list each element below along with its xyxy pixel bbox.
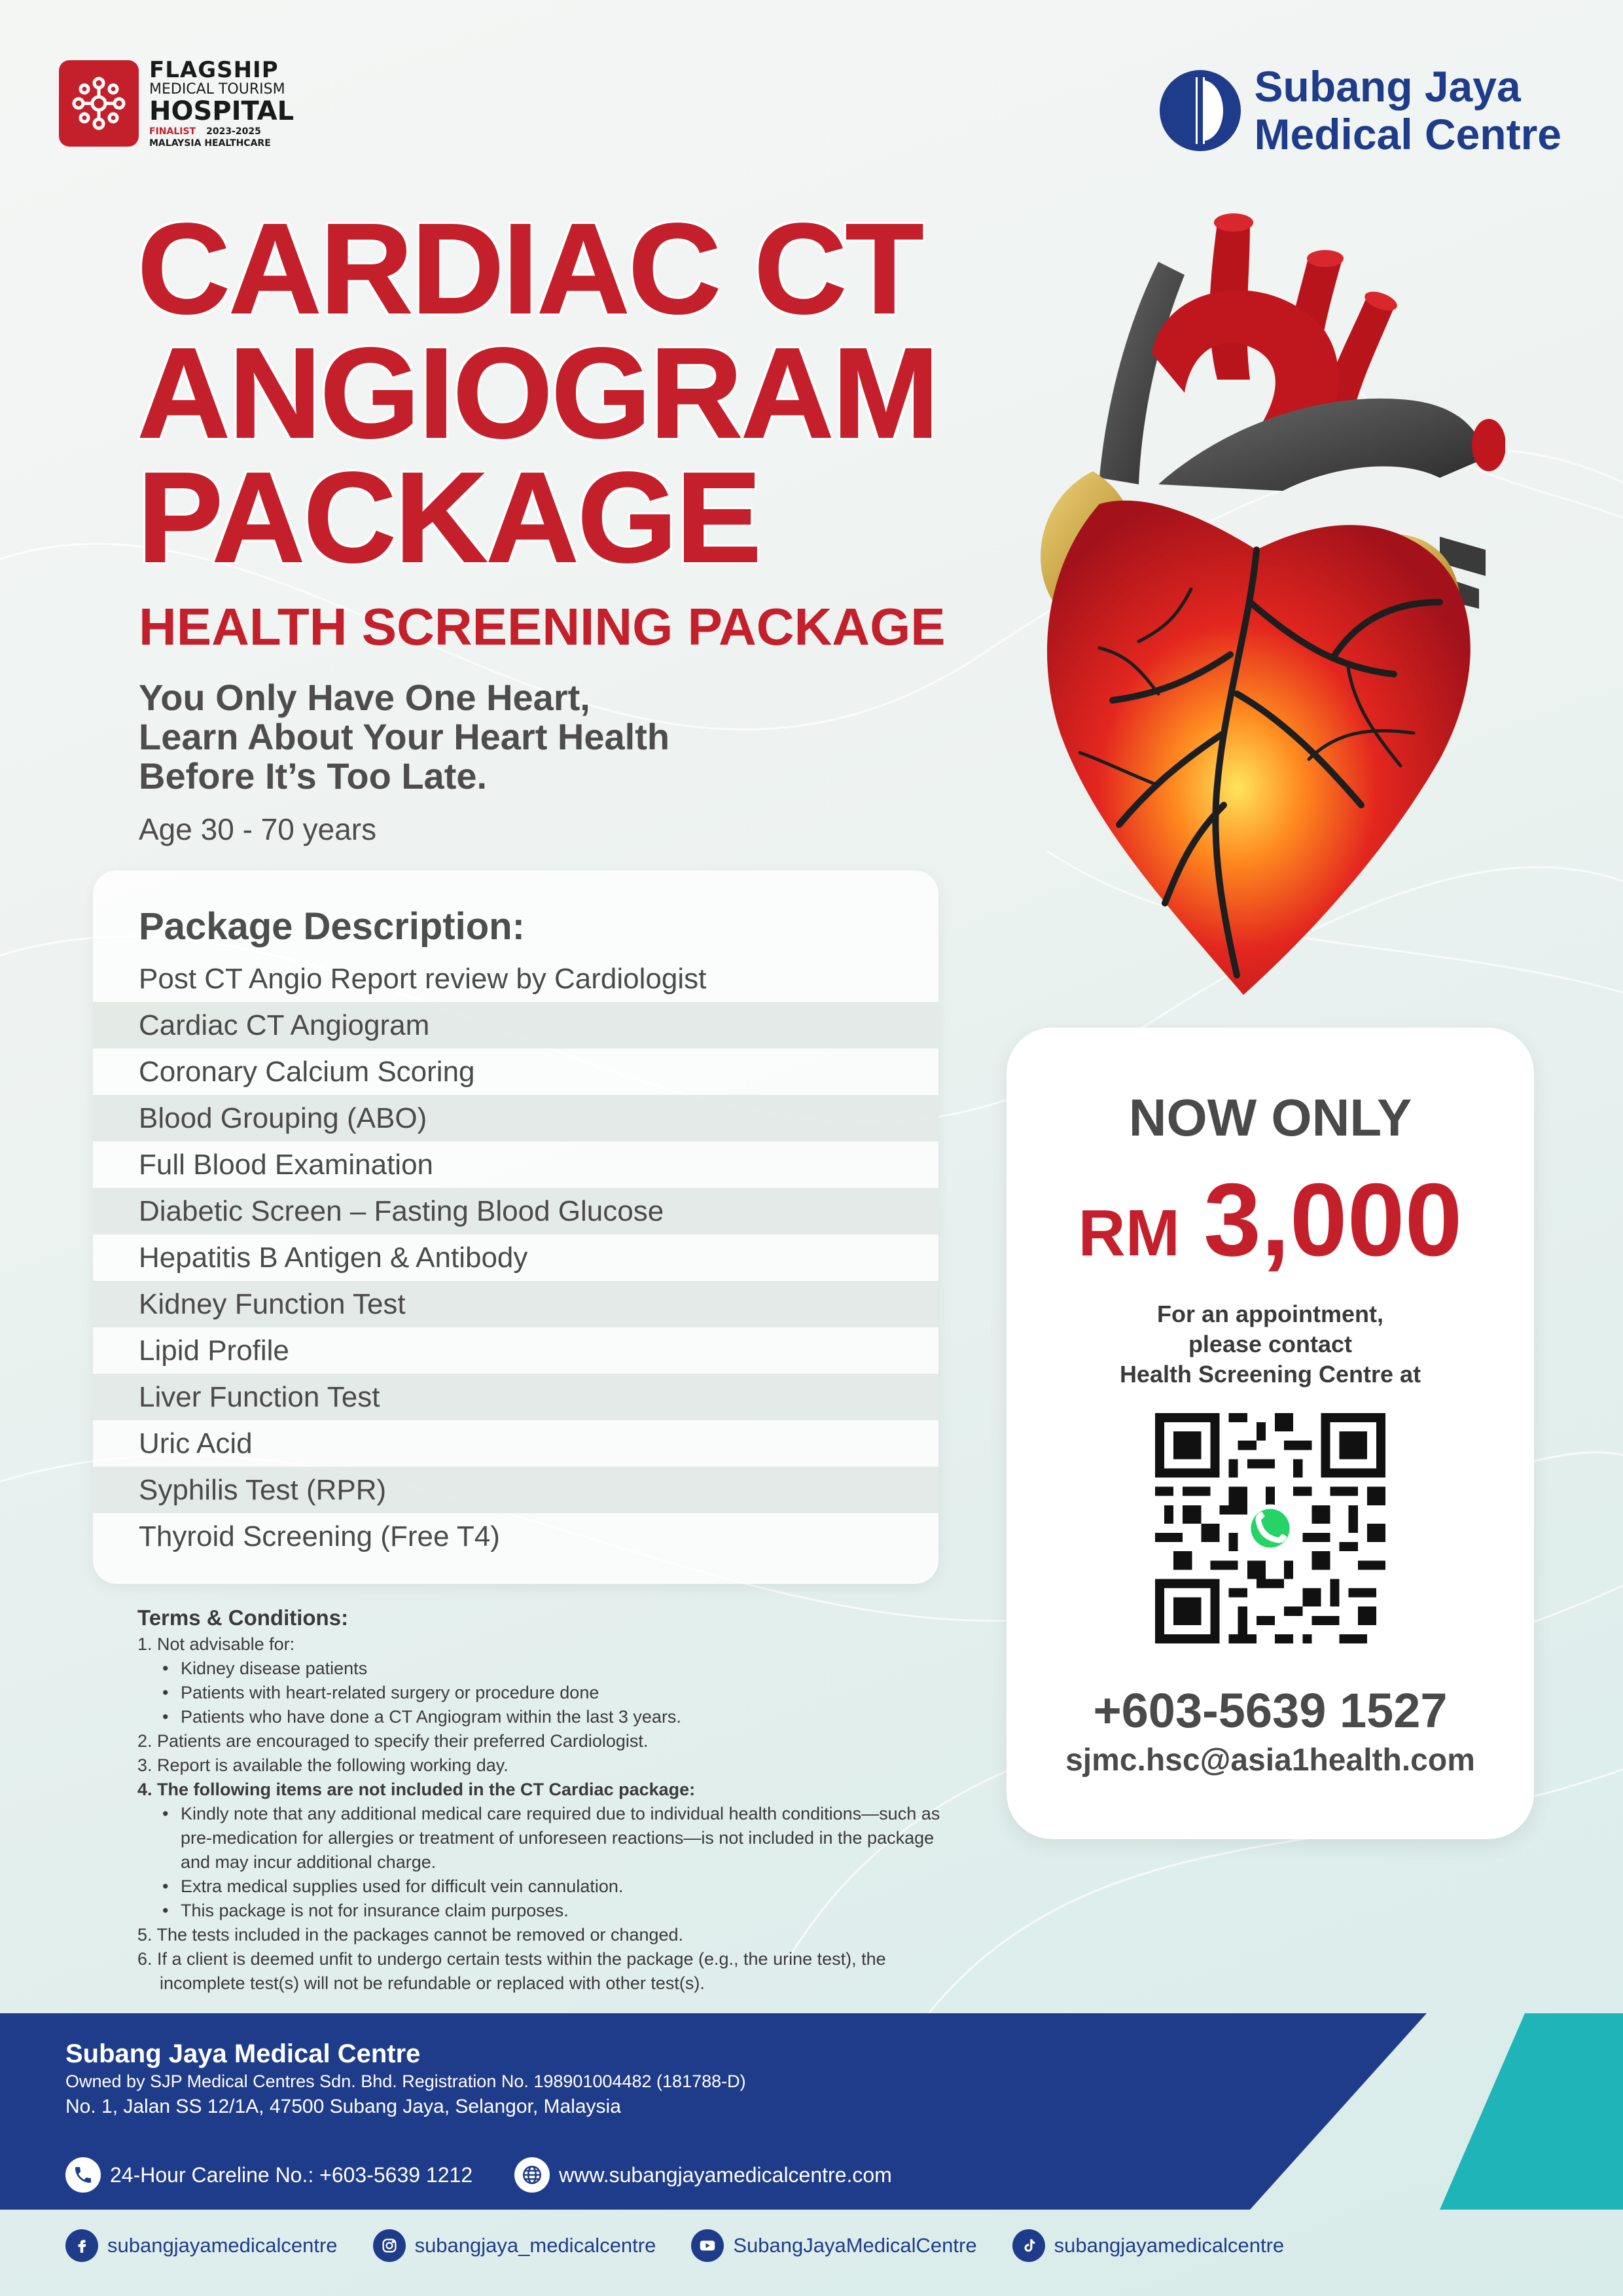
phone-icon bbox=[65, 2157, 101, 2193]
sjmc-name-line2: Medical Centre bbox=[1254, 109, 1561, 158]
appointment-line-1: For an appointment, bbox=[1157, 1300, 1383, 1327]
terms-item-3: 3. Report is available the following working day. bbox=[137, 1755, 508, 1775]
flagship-line5: MALAYSIA HEALTHCARE bbox=[149, 138, 271, 149]
title-line-2: ANGIOGRAM bbox=[137, 321, 938, 465]
page-subtitle: HEALTH SCREENING PACKAGE bbox=[139, 598, 946, 656]
list-item: Full Blood Examination bbox=[139, 1149, 434, 1181]
package-items-list bbox=[93, 956, 938, 1560]
appointment-line-3: Health Screening Centre at bbox=[1119, 1361, 1421, 1388]
company-registration: Owned by SJP Medical Centres Sdn. Bhd. Registration No. 198901004482 (181788-D) bbox=[65, 2072, 746, 2091]
sjmc-mark-icon bbox=[1158, 68, 1243, 153]
age-range: Age 30 - 70 years bbox=[139, 812, 377, 846]
heart-illustration bbox=[942, 196, 1505, 1008]
footer bbox=[0, 2013, 1623, 2296]
contact-email[interactable]: sjmc.hsc@asia1health.com bbox=[1065, 1743, 1475, 1778]
tagline-line-1: You Only Have One Heart, bbox=[139, 677, 590, 718]
globe-icon bbox=[514, 2157, 550, 2193]
terms-heading: Terms & Conditions: bbox=[137, 1605, 349, 1630]
footer-contact-row bbox=[65, 2157, 892, 2193]
website-link[interactable]: www.subangjayamedicalcentre.com bbox=[559, 2162, 892, 2187]
terms-item-6: 6. If a client is deemed unfit to undergo certain tests within the package (e.g., the urine test), the incomplete test(s) will not be refundable or replaced with other test(s). bbox=[137, 1949, 886, 1993]
list-item: Kidney Function Test bbox=[93, 1281, 938, 1327]
tagline bbox=[139, 678, 669, 796]
whatsapp-qr-code[interactable] bbox=[1155, 1413, 1385, 1643]
terms-item-4-bullet-1: • Kindly note that any additional medical care required due to individual health conditions—such as pre-medication for allergies or treatment of unforeseen reactions—is not included in the package and may incur additional charge. bbox=[137, 1802, 962, 1874]
flagship-line3: HOSPITAL bbox=[149, 96, 294, 126]
sjmc-logo bbox=[1158, 63, 1561, 158]
facebook-link[interactable] bbox=[65, 2229, 338, 2262]
list-item: Cardiac CT Angiogram bbox=[93, 1002, 938, 1049]
facebook-icon bbox=[65, 2229, 98, 2262]
terms-item-1-bullet-1: • Kidney disease patients bbox=[137, 1657, 962, 1681]
title-line-3: PACKAGE bbox=[137, 446, 760, 589]
terms-item-5: 5. The tests included in the packages cannot be removed or changed. bbox=[137, 1925, 684, 1945]
now-only-label: NOW ONLY bbox=[1128, 1088, 1412, 1147]
terms-and-conditions bbox=[137, 1604, 962, 1996]
tagline-line-3: Before It’s Too Late. bbox=[139, 755, 488, 797]
youtube-link[interactable] bbox=[691, 2229, 976, 2262]
appointment-line-2: please contact bbox=[1188, 1331, 1353, 1357]
title-line-1: CARDIAC CT bbox=[137, 197, 923, 340]
list-item: Uric Acid bbox=[139, 1427, 253, 1460]
list-item: Lipid Profile bbox=[139, 1335, 289, 1367]
instagram-icon bbox=[373, 2229, 406, 2262]
terms-item-2: 2. Patients are encouraged to specify their preferred Cardiologist. bbox=[137, 1731, 649, 1751]
package-description-card bbox=[93, 870, 938, 1584]
list-item: Liver Function Test bbox=[93, 1374, 938, 1420]
flagship-line1: FLAGSHIP bbox=[149, 57, 279, 83]
youtube-icon bbox=[691, 2229, 724, 2262]
flagship-finalist: FINALIST bbox=[149, 126, 196, 137]
price-currency: RM bbox=[1078, 1196, 1181, 1270]
appointment-text bbox=[1007, 1299, 1534, 1390]
tiktok-link[interactable] bbox=[1012, 2229, 1285, 2262]
price-card bbox=[1007, 1028, 1534, 1839]
flagship-badge bbox=[59, 59, 294, 148]
sjmc-name-line1: Subang Jaya bbox=[1254, 62, 1521, 111]
tiktok-icon bbox=[1012, 2229, 1045, 2262]
terms-item-4-bullet-2: • Extra medical supplies used for difficult vein cannulation. bbox=[137, 1874, 962, 1899]
flagship-years: 2023-2025 bbox=[206, 126, 261, 137]
package-heading: Package Description: bbox=[139, 905, 525, 948]
list-item: Hepatitis B Antigen & Antibody bbox=[139, 1242, 528, 1274]
youtube-handle: SubangJayaMedicalCentre bbox=[733, 2234, 977, 2257]
list-item: Coronary Calcium Scoring bbox=[139, 1056, 475, 1088]
company-info bbox=[65, 2039, 746, 2118]
instagram-link[interactable] bbox=[373, 2229, 656, 2262]
instagram-handle: subangjaya_medicalcentre bbox=[414, 2234, 656, 2257]
company-address: No. 1, Jalan SS 12/1A, 47500 Subang Jaya, Selangor, Malaysia bbox=[65, 2096, 621, 2117]
page-title bbox=[137, 197, 938, 589]
terms-item-4: 4. The following items are not included in the CT Cardiac package: bbox=[137, 1780, 696, 1799]
list-item: Syphilis Test (RPR) bbox=[93, 1467, 938, 1513]
terms-item-1: 1. Not advisable for: bbox=[137, 1634, 295, 1654]
contact-phone[interactable]: +603-5639 1527 bbox=[1093, 1683, 1448, 1738]
list-item: Diabetic Screen – Fasting Blood Glucose bbox=[93, 1188, 938, 1234]
price-value: 3,000 bbox=[1204, 1162, 1463, 1278]
terms-item-1-bullet-3: • Patients who have done a CT Angiogram within the last 3 years. bbox=[137, 1705, 962, 1729]
list-item: Thyroid Screening (Free T4) bbox=[139, 1520, 500, 1552]
tagline-line-2: Learn About Your Heart Health bbox=[139, 716, 670, 757]
terms-item-4-bullet-3: • This package is not for insurance claim purposes. bbox=[137, 1899, 962, 1923]
careline-text[interactable]: 24-Hour Careline No.: +603-5639 1212 bbox=[110, 2162, 473, 2187]
tiktok-handle: subangjayamedicalcentre bbox=[1054, 2234, 1285, 2257]
list-item: Post CT Angio Report review by Cardiologist bbox=[139, 963, 707, 995]
list-item: Blood Grouping (ABO) bbox=[93, 1095, 938, 1141]
company-name: Subang Jaya Medical Centre bbox=[65, 2039, 421, 2068]
price-amount bbox=[1007, 1161, 1534, 1280]
flagship-line2: MEDICAL TOURISM bbox=[149, 81, 285, 98]
flagship-emblem-icon bbox=[59, 60, 139, 147]
terms-item-1-bullet-2: • Patients with heart-related surgery or procedure done bbox=[137, 1681, 962, 1705]
social-links bbox=[65, 2229, 1284, 2262]
facebook-handle: subangjayamedicalcentre bbox=[107, 2234, 338, 2257]
